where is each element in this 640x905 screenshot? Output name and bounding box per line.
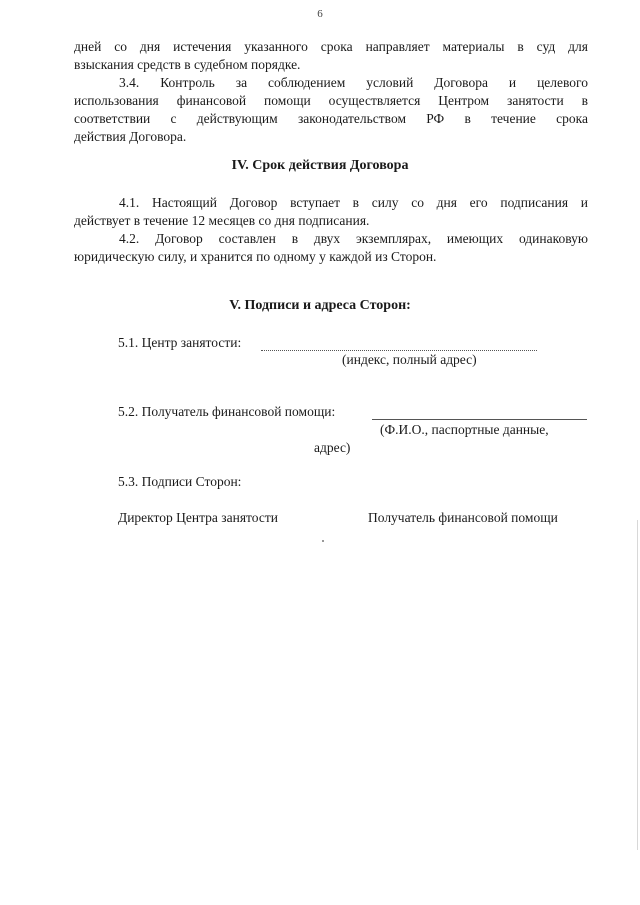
scan-edge [637,520,638,850]
item-5-2-hint-line1: (Ф.И.О., паспортные данные, [380,422,549,437]
item-5-2-label: 5.2. Получатель финансовой помощи: [118,404,336,419]
item-5-2-hint-line2: адрес) [314,440,351,455]
section-5-heading: V. Подписи и адреса Сторон: [229,298,411,313]
paragraph-4-1 [74,194,588,230]
text-line: 4.2. Договор составлен в двух экземплярах, имеющих одинаковую [119,231,588,246]
text-line: 3.4. Контроль за соблюдением условий Договора и целевого [119,75,588,90]
text-line: использования финансовой помощи осуществляется Центром занятости в [74,93,588,108]
item-5-3-label: 5.3. Подписи Сторон: [118,474,242,489]
signatory-left: Директор Центра занятости [118,510,278,525]
page-number: 6 [317,8,323,20]
recipient-field-line [372,419,587,420]
text-line: действия Договора. [74,129,187,144]
item-5-1-label: 5.1. Центр занятости: [118,335,242,350]
paragraph-continuation [74,38,588,74]
text-line: соответствии с действующим законодательством РФ в течение срока [74,111,588,126]
section-4-heading: IV. Срок действия Договора [231,158,409,173]
signatory-right: Получатель финансовой помощи [368,510,558,525]
paragraph-4-2 [74,230,588,266]
text-line: юридическую силу, и хранится по одному у каждой из Сторон. [74,249,437,264]
text-line: 4.1. Настоящий Договор вступает в силу со дня его подписания и [119,195,588,210]
paragraph-3-4 [74,74,588,146]
item-5-1-hint: (индекс, полный адрес) [342,352,477,367]
text-line: взыскания средств в судебном порядке. [74,57,301,72]
scan-speck [322,540,324,542]
address-field-line [261,350,537,351]
text-line: действует в течение 12 месяцев со дня подписания. [74,213,370,228]
text-line: дней со дня истечения указанного срока направляет материалы в суд для [74,39,588,54]
